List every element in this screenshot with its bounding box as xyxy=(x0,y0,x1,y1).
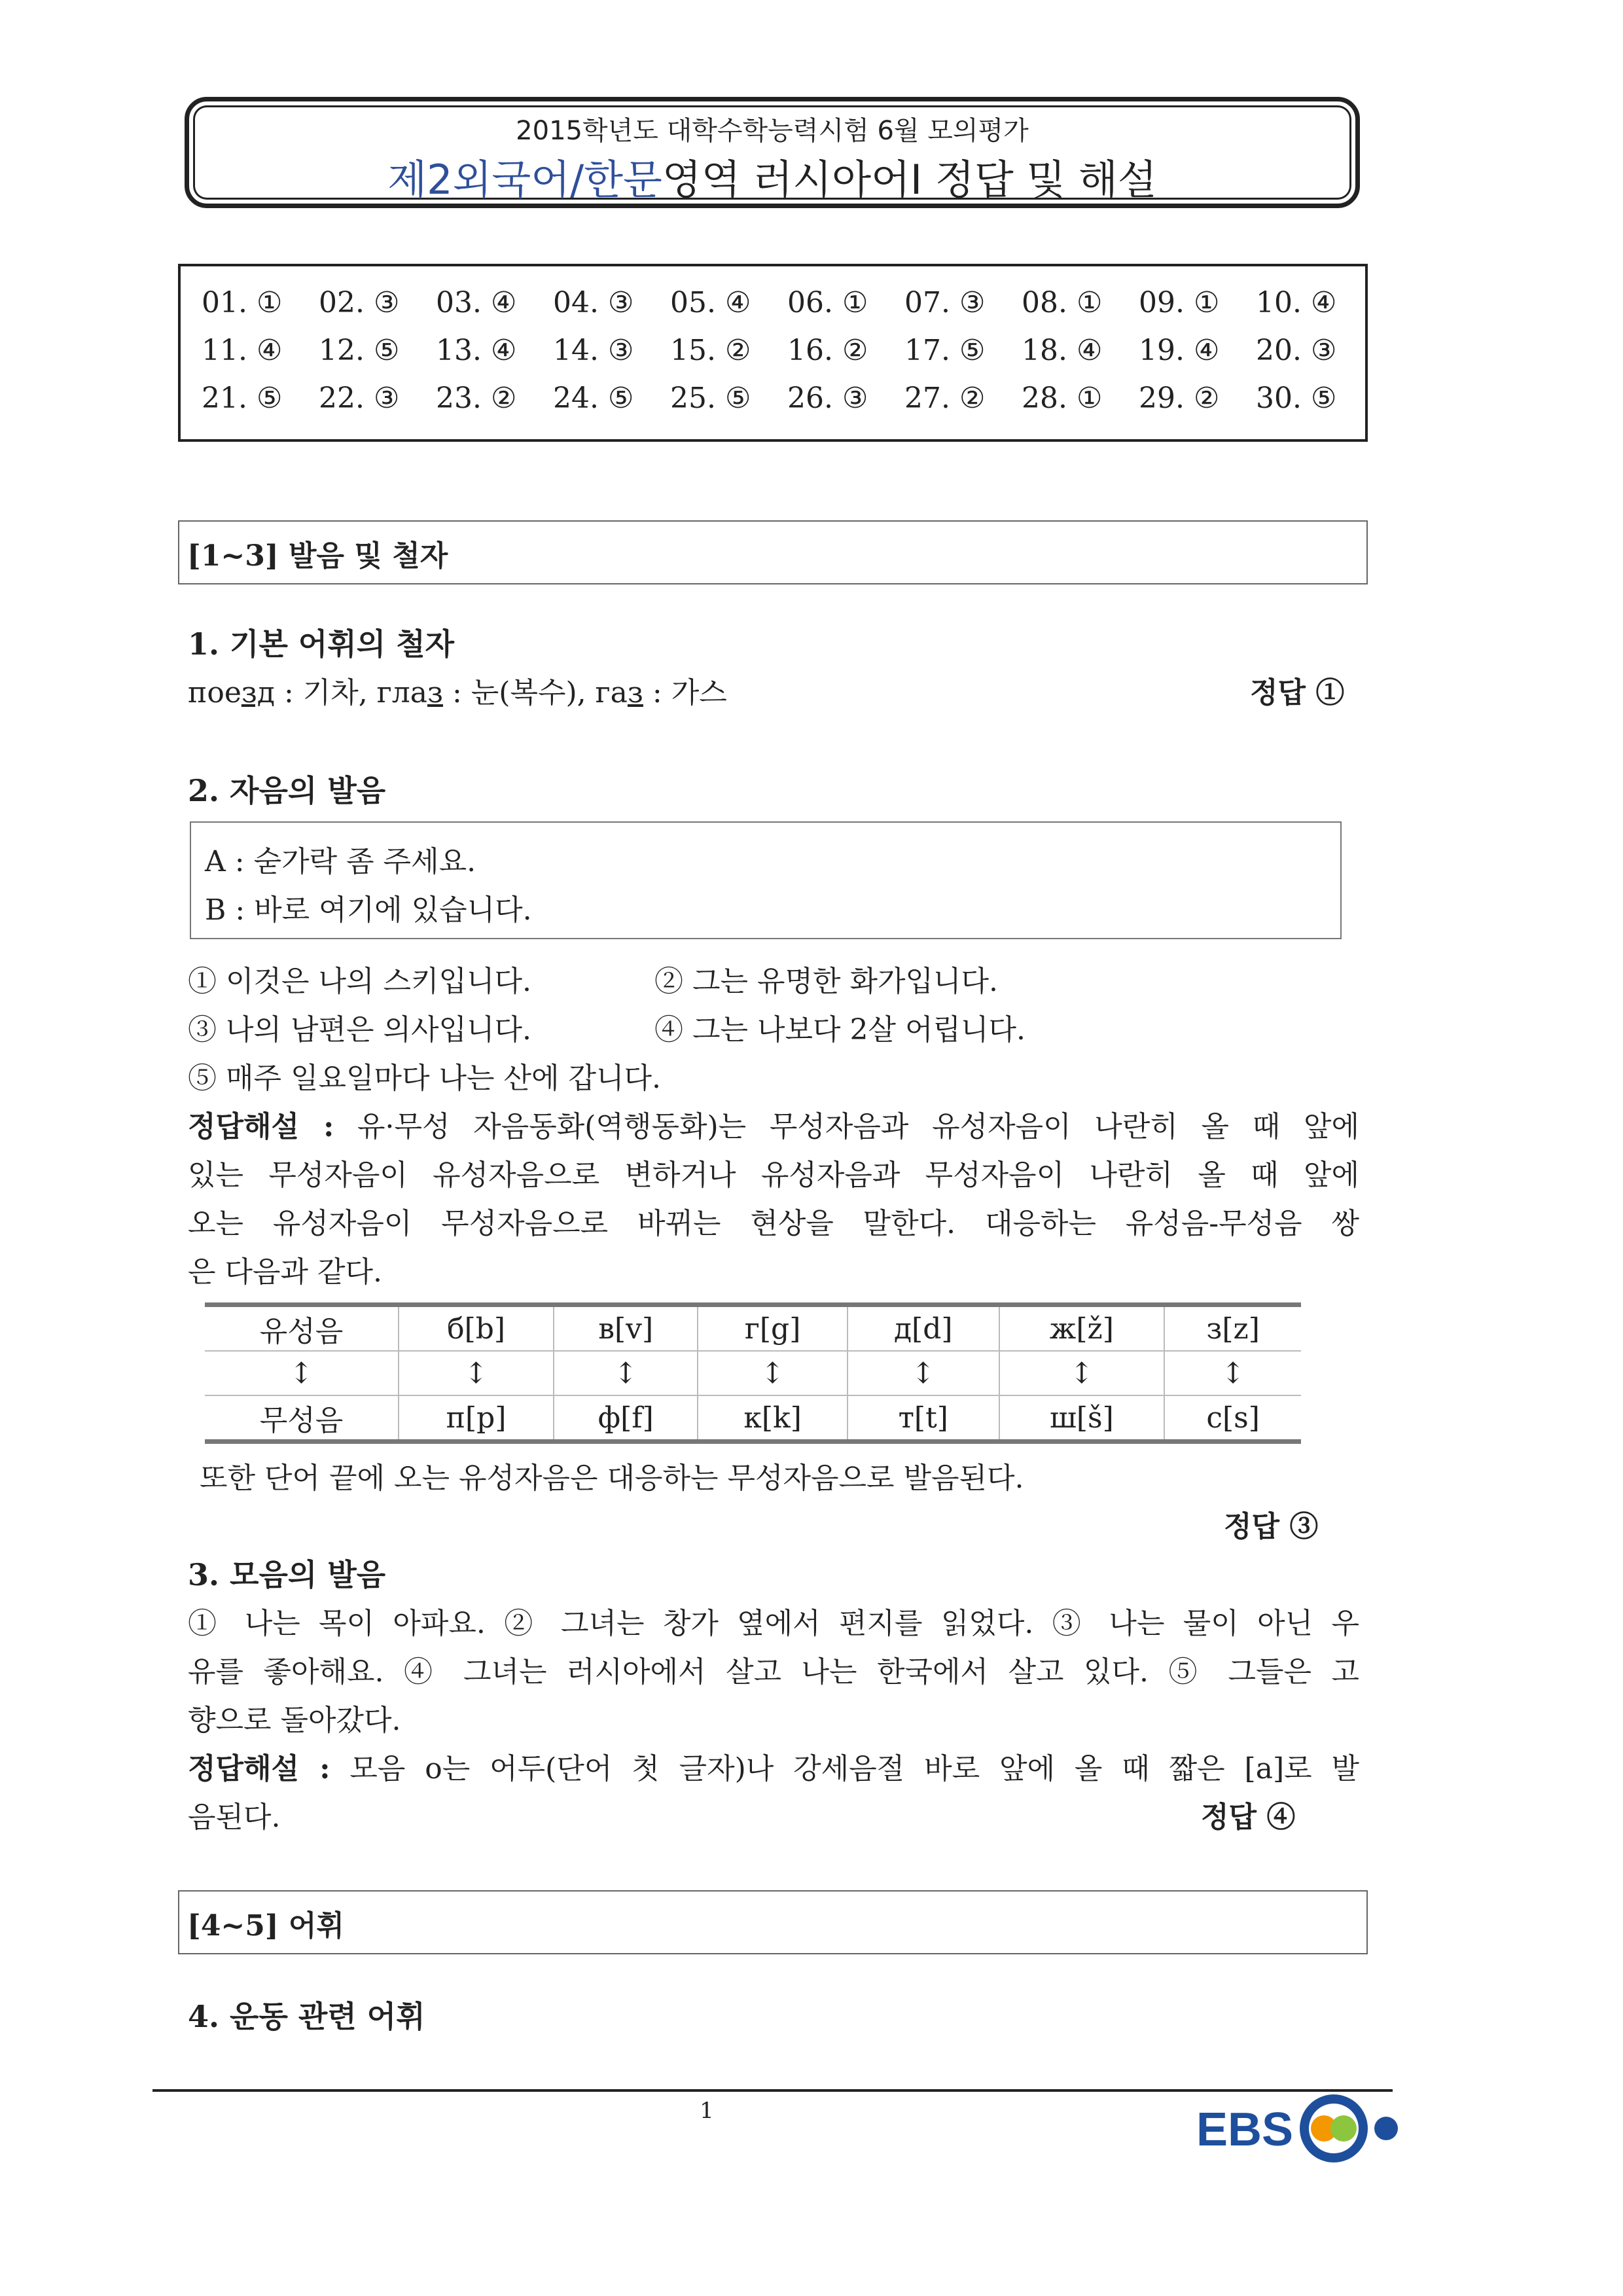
answer-item xyxy=(787,382,868,415)
answer-choice: ③ xyxy=(373,286,400,319)
question-1-answer: 정답 ① xyxy=(1250,676,1345,709)
answer-number: 21. xyxy=(202,382,247,415)
answer-item xyxy=(553,286,633,319)
answer-item xyxy=(319,286,399,319)
section-header-1-3 xyxy=(178,520,1368,584)
answer-choice: ① xyxy=(842,286,868,319)
option-2: ② 그는 유명한 화가입니다. xyxy=(654,965,998,998)
answer-choice: ③ xyxy=(842,382,868,415)
title-rest: 영역 러시아어Ⅰ 정답 및 해설 xyxy=(662,156,1157,204)
answer-item xyxy=(1139,286,1219,319)
answer-number: 15. xyxy=(670,334,716,367)
table-cell: к[k] xyxy=(698,1395,847,1442)
answer-item xyxy=(1139,334,1219,367)
answer-choice: ① xyxy=(256,286,283,319)
answer-choice: ② xyxy=(842,334,868,367)
answer-number: 13. xyxy=(436,334,482,367)
table-cell: г[g] xyxy=(698,1305,847,1352)
answer-item xyxy=(1256,286,1336,319)
table-cell: в[v] xyxy=(554,1305,698,1352)
section-header-4-5 xyxy=(178,1890,1368,1954)
answer-number: 27. xyxy=(904,382,950,415)
answer-choice: ④ xyxy=(490,334,517,367)
answer-item xyxy=(319,334,399,367)
table-cell: с[s] xyxy=(1164,1395,1301,1442)
answer-number: 02. xyxy=(319,286,365,319)
question-2-title: 2. 자음의 발음 xyxy=(188,773,386,808)
page-title xyxy=(185,147,1360,206)
answer-item xyxy=(202,382,282,415)
table-row-arrows xyxy=(205,1351,1301,1395)
answer-choice: ⑤ xyxy=(1310,382,1337,415)
arrow-icon: ↕ xyxy=(999,1351,1165,1395)
answer-choice: ⑤ xyxy=(373,334,400,367)
option-1: ① 이것은 나의 스키입니다. xyxy=(188,965,531,998)
answer-item xyxy=(553,382,633,415)
answer-item xyxy=(202,334,282,367)
answer-number: 01. xyxy=(202,286,247,319)
question-2-answer: 정답 ③ xyxy=(1224,1510,1319,1543)
dialog-line-a: A : 숟가락 좀 주세요. xyxy=(205,845,476,878)
answer-choice: ① xyxy=(1193,286,1220,319)
answer-item xyxy=(436,334,516,367)
answer-number: 17. xyxy=(904,334,950,367)
question-1-title: 1. 기본 어휘의 철자 xyxy=(188,626,455,662)
word-gaz: газ : 가스 xyxy=(595,676,727,709)
answer-choice: ② xyxy=(490,382,517,415)
explanation-label: 정답해설 : xyxy=(188,1752,330,1785)
answer-item xyxy=(787,286,868,319)
answer-number: 05. xyxy=(670,286,716,319)
section-label: [4~5] 어휘 xyxy=(187,1909,345,1943)
answer-number: 03. xyxy=(436,286,482,319)
answer-choice: ④ xyxy=(490,286,517,319)
answer-choice: ③ xyxy=(607,334,634,367)
answer-choice: ① xyxy=(1076,382,1103,415)
explanation-2-line-4: 은 다음과 같다. xyxy=(188,1255,382,1289)
arrow-icon: ↕ xyxy=(554,1351,698,1395)
ebs-logo-text: EBS xyxy=(1196,2104,1294,2156)
answer-choice: ⑤ xyxy=(959,334,986,367)
answer-number: 12. xyxy=(319,334,365,367)
explanation-3-line-1: 정답해설 : 모음 o는 어두(단어 첫 글자)나 강세음절 바로 앞에 올 때 짧은 [a]로 발 xyxy=(188,1752,1359,1785)
question-3-line-3: 향으로 돌아갔다. xyxy=(188,1704,401,1737)
consonant-pair-table xyxy=(205,1302,1301,1444)
answer-number: 08. xyxy=(1022,286,1067,319)
answer-number: 20. xyxy=(1256,334,1302,367)
arrow-icon: ↕ xyxy=(399,1351,554,1395)
answer-number: 29. xyxy=(1139,382,1185,415)
arrow-icon: ↕ xyxy=(1164,1351,1301,1395)
answer-number: 16. xyxy=(787,334,833,367)
table-row-voiceless xyxy=(205,1395,1301,1442)
answer-number: 14. xyxy=(553,334,599,367)
arrow-icon: ↕ xyxy=(205,1351,399,1395)
explanation-3-line-2: 음된다. xyxy=(188,1801,281,1834)
table-cell: п[p] xyxy=(399,1395,554,1442)
table-cell: ф[f] xyxy=(554,1395,698,1442)
answer-number: 11. xyxy=(202,334,247,367)
answer-choice: ⑤ xyxy=(607,382,634,415)
answer-number: 26. xyxy=(787,382,833,415)
explanation-2-line-1: 정답해설 : 유·무성 자음동화(역행동화)는 무성자음과 유성자음이 나란히 올 때 앞에 xyxy=(188,1110,1359,1143)
answer-choice: ③ xyxy=(959,286,986,319)
answer-number: 30. xyxy=(1256,382,1302,415)
option-4: ④ 그는 나보다 2살 어립니다. xyxy=(654,1013,1026,1047)
section-label: [1~3] 발음 및 철자 xyxy=(187,539,448,573)
table-cell: з[z] xyxy=(1164,1305,1301,1352)
answer-choice: ③ xyxy=(1310,334,1337,367)
answer-choice: ④ xyxy=(1310,286,1337,319)
table-cell: д[d] xyxy=(847,1305,999,1352)
answer-choice: ③ xyxy=(607,286,634,319)
explanation-2-line-3: 오는 유성자음이 무성자음으로 바뀌는 현상을 말한다. 대응하는 유성음-무성음 쌍 xyxy=(188,1207,1359,1240)
option-3: ③ 나의 남편은 의사입니다. xyxy=(188,1013,531,1047)
table-cell: т[t] xyxy=(847,1395,999,1442)
answer-item xyxy=(1139,382,1219,415)
question-3-answer: 정답 ④ xyxy=(1201,1801,1296,1834)
answer-number: 23. xyxy=(436,382,482,415)
answer-item xyxy=(202,286,282,319)
answer-choice: ④ xyxy=(256,334,283,367)
table-cell: 무성음 xyxy=(205,1395,399,1442)
answer-choice: ④ xyxy=(1076,334,1103,367)
answer-item xyxy=(436,286,516,319)
arrow-icon: ↕ xyxy=(847,1351,999,1395)
answer-choice: ② xyxy=(724,334,751,367)
question-3-line-2: 유를 좋아해요. ④ 그녀는 러시아에서 살고 나는 한국에서 살고 있다. ⑤ 그들은 고 xyxy=(188,1655,1359,1689)
answer-number: 24. xyxy=(553,382,599,415)
answer-number: 22. xyxy=(319,382,365,415)
title-accent: 제2외국어/한문 xyxy=(387,156,662,204)
question-1-words xyxy=(188,669,727,711)
answer-item xyxy=(904,286,985,319)
word-poezd: поезд : 기차, xyxy=(188,676,377,709)
page-number: 1 xyxy=(700,2098,714,2124)
answer-choice: ④ xyxy=(724,286,751,319)
answer-number: 28. xyxy=(1022,382,1067,415)
question-3-title: 3. 모음의 발음 xyxy=(188,1557,386,1592)
answer-number: 18. xyxy=(1022,334,1067,367)
answer-item xyxy=(670,286,751,319)
answer-item xyxy=(319,382,399,415)
answer-choice: ④ xyxy=(1193,334,1220,367)
word-glaz: глаз : 눈(복수), xyxy=(376,676,596,709)
logo-green-dot-icon xyxy=(1330,2115,1357,2142)
answer-number: 04. xyxy=(553,286,599,319)
answer-item xyxy=(1256,334,1336,367)
answer-choice: ⑤ xyxy=(724,382,751,415)
answer-number: 06. xyxy=(787,286,833,319)
answer-item xyxy=(1022,382,1102,415)
answer-item xyxy=(670,382,751,415)
ebs-logo xyxy=(1196,2088,1406,2166)
answer-number: 25. xyxy=(670,382,716,415)
option-5: ⑤ 매주 일요일마다 나는 산에 갑니다. xyxy=(188,1062,661,1095)
table-cell: б[b] xyxy=(399,1305,554,1352)
explanation-2-line-2: 있는 무성자음이 유성자음으로 변하거나 유성자음과 무성자음이 나란히 올 때 앞에 xyxy=(188,1158,1359,1192)
answer-item xyxy=(787,334,868,367)
answer-item xyxy=(1022,334,1102,367)
answer-item xyxy=(436,382,516,415)
answer-number: 09. xyxy=(1139,286,1185,319)
question-3-line-1: ① 나는 목이 아파요. ② 그녀는 창가 옆에서 편지를 읽었다. ③ 나는 물이 아닌 우 xyxy=(188,1607,1359,1640)
answer-choice: ③ xyxy=(373,382,400,415)
explanation-2-note: 또한 단어 끝에 오는 유성자음은 대응하는 무성자음으로 발음된다. xyxy=(200,1462,1024,1495)
answer-item xyxy=(1022,286,1102,319)
answer-item xyxy=(904,382,985,415)
arrow-icon: ↕ xyxy=(698,1351,847,1395)
answer-item xyxy=(670,334,751,367)
answer-number: 10. xyxy=(1256,286,1302,319)
answer-item xyxy=(1256,382,1336,415)
answer-choice: ⑤ xyxy=(256,382,283,415)
exam-subtitle: 2015학년도 대학수학능력시험 6월 모의평가 xyxy=(516,116,1029,146)
table-cell: 유성음 xyxy=(205,1305,399,1352)
logo-blue-dot-icon xyxy=(1374,2117,1398,2140)
answer-choice: ① xyxy=(1076,286,1103,319)
question-4-title: 4. 운동 관련 어휘 xyxy=(188,1999,425,2034)
table-cell: ш[š] xyxy=(999,1395,1165,1442)
table-cell: ж[ž] xyxy=(999,1305,1165,1352)
answer-number: 19. xyxy=(1139,334,1185,367)
answer-key-grid xyxy=(178,264,1368,442)
answer-item xyxy=(904,334,985,367)
answer-choice: ② xyxy=(1193,382,1220,415)
answer-item xyxy=(553,334,633,367)
answer-choice: ② xyxy=(959,382,986,415)
dialog-line-b: B : 바로 여기에 있습니다. xyxy=(205,893,532,927)
explanation-label: 정답해설 : xyxy=(188,1110,334,1143)
answer-number: 07. xyxy=(904,286,950,319)
table-row-voiced xyxy=(205,1305,1301,1352)
